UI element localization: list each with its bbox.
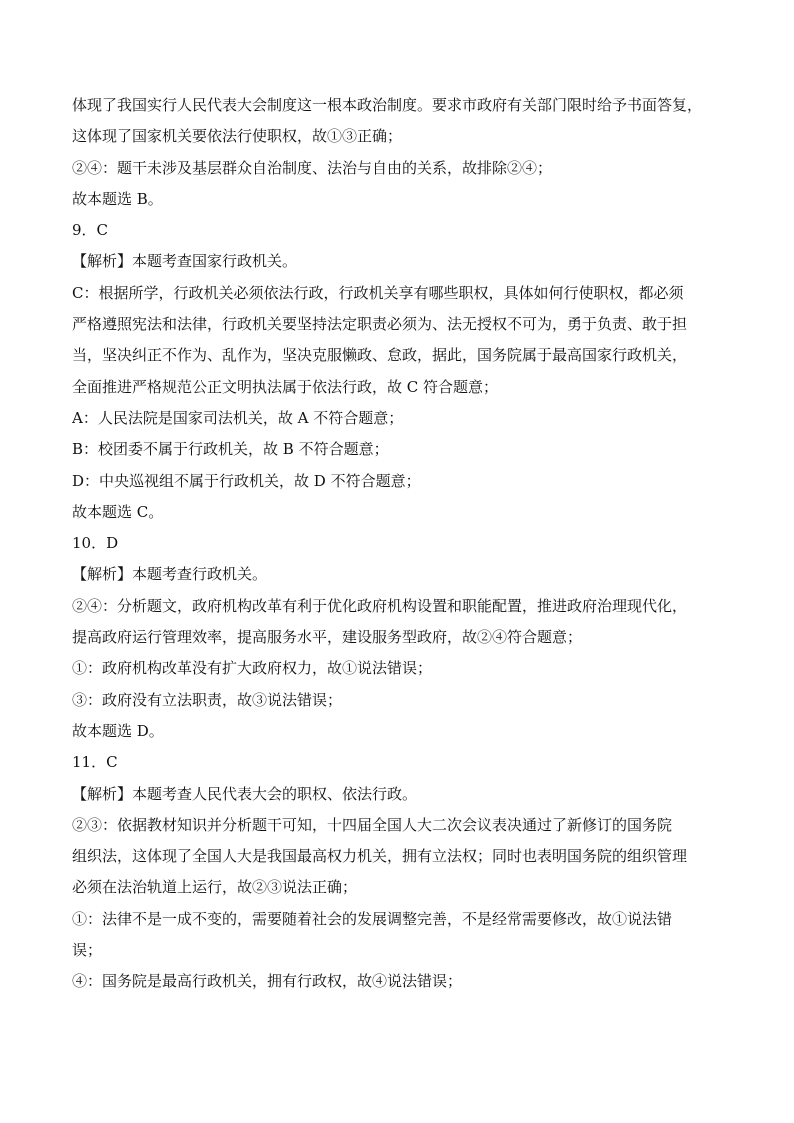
text-line: 组织法，这体现了全国人大是我国最高权力机关，拥有立法权；同时也表明国务院的组织管理 <box>72 847 688 866</box>
text-line: B：校团委不属于行政机关，故 B 不符合题意； <box>72 440 389 459</box>
text-line: 故本题选 D。 <box>72 721 164 740</box>
text-line: ②③：依据教材知识并分析题干可知，十四届全国人大二次会议表决通过了新修订的国务院 <box>72 815 673 834</box>
text-line: C：根据所学，行政机关必须依法行政，行政机关享有哪些职权，具体如何行使职权，都必须 <box>72 283 684 302</box>
text-line: ③：政府没有立法职责，故③说法错误； <box>72 690 343 709</box>
answer-explanation-body <box>72 90 728 998</box>
text-line: 提高政府运行管理效率，提高服务水平，建设服务型政府，故②④符合题意； <box>72 628 583 647</box>
text-line: 误； <box>72 941 103 960</box>
text-line: 严格遵照宪法和法律，行政机关要坚持法定职责必须为、法无授权不可为，勇于负责、敢于担 <box>72 315 688 334</box>
text-line: 全面推进严格规范公正文明执法属于依法行政，故 C 符合题意； <box>72 377 499 396</box>
text-line: ①：政府机构改革没有扩大政府权力，故①说法错误； <box>72 659 433 678</box>
analysis-heading: 【解析】本题考查行政机关。 <box>72 565 268 584</box>
text-line: ②④：分析题文，政府机构改革有利于优化政府机构设置和职能配置，推进政府治理现代化， <box>72 596 688 615</box>
analysis-heading: 【解析】本题考查人民代表大会的职权、依法行政。 <box>72 784 418 803</box>
text-line: 当，坚决纠正不作为、乱作为，坚决克服懒政、怠政，据此，国务院属于最高国家行政机关， <box>72 346 688 365</box>
text-line: 这体现了国家机关要依法行使职权，故①③正确； <box>72 127 403 146</box>
text-line: ④：国务院是最高行政机关，拥有行政权，故④说法错误； <box>72 972 463 991</box>
text-line: A：人民法院是国家司法机关，故 A 不符合题意； <box>72 408 404 427</box>
text-line: 体现了我国实行人民代表大会制度这一根本政治制度。要求市政府有关部门限时给予书面答复， <box>72 96 703 114</box>
question-number: 11．C <box>72 753 118 772</box>
text-line: ②④：题干未涉及基层群众自治制度、法治与自由的关系，故排除②④； <box>72 158 553 177</box>
text-line: ①：法律不是一成不变的，需要随着社会的发展调整完善，不是经常需要修改，故①说法错 <box>72 909 673 928</box>
text-line: 必须在法治轨道上运行，故②③说法正确； <box>72 878 358 897</box>
text-line: 故本题选 C。 <box>72 502 164 521</box>
analysis-heading: 【解析】本题考查国家行政机关。 <box>72 252 298 271</box>
question-number: 9．C <box>72 221 109 240</box>
text-line: 故本题选 B。 <box>72 189 163 208</box>
text-line: D：中央巡视组不属于行政机关，故 D 不符合题意； <box>72 471 421 490</box>
question-number: 10．D <box>72 534 119 553</box>
